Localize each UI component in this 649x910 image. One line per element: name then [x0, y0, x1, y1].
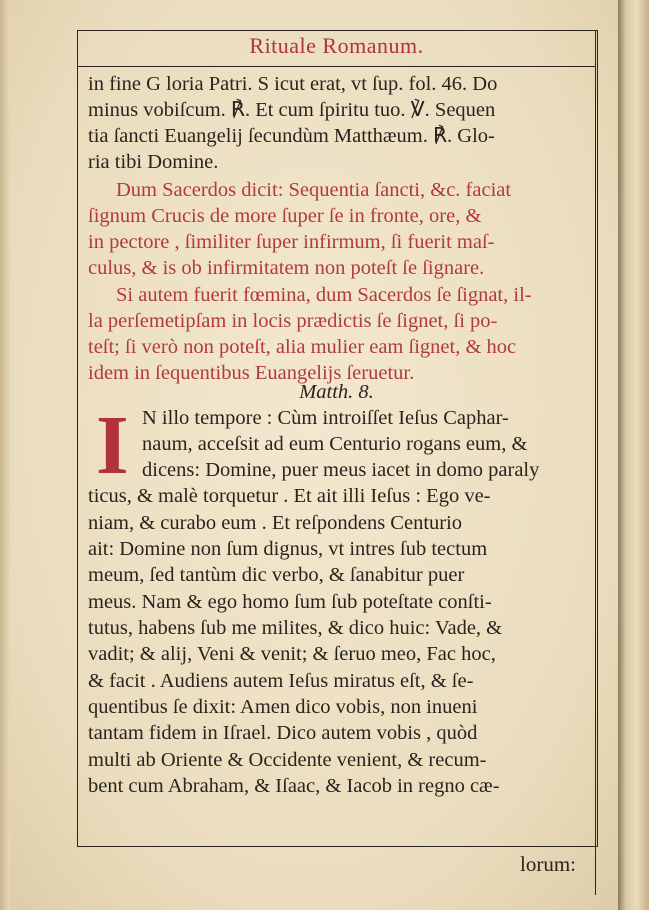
- body-line: multi ab Oriente & Occidente venient, & recum-: [88, 749, 487, 771]
- body-line: vadit; & alij, Veni & venit; & ſeruo meo, Fac hoc,: [88, 643, 496, 665]
- rubric-line: Si autem fuerit fœmina, dum Sacerdos ſe ſignat, il-: [116, 284, 532, 306]
- body-line: ait: Domine non ſum dignus, vt intres ſub tectum: [88, 538, 488, 560]
- rubric-line: culus, & is ob infirmitatem non poteſt ſe ſignare.: [88, 257, 485, 279]
- book-gutter: [618, 0, 649, 910]
- rubric-line: Dum Sacerdos dicit: Sequentia ſancti, &c. faciat: [116, 179, 512, 201]
- rubric-line: la perſemetipſam in locis prædictis ſe ſignet, ſi po-: [88, 310, 498, 332]
- rubric-line: ſignum Crucis de more ſuper ſe in fronte, ore, &: [88, 205, 482, 227]
- text-line: tia ſancti Euangelij ſecundùm Matthæum. ℟. Glo-: [88, 125, 495, 147]
- rubric-line: teſt; ſi verò non poteſt, alia mulier eam ſignet, & hoc: [88, 336, 517, 358]
- text-line: in fine G loria Patri. S icut erat, vt ſup. fol. 46. Do: [88, 73, 498, 95]
- body-line: niam, & curabo eum . Et reſpondens Centurio: [88, 512, 463, 534]
- body-line: naum, acceſsit ad eum Centurio rogans eum, &: [142, 433, 528, 455]
- gospel-reference: Matth. 8.: [299, 381, 374, 403]
- body-line: N illo tempore : Cùm introiſſet Ieſus Caphar-: [142, 407, 509, 429]
- text-line: ria tibi Domine.: [88, 151, 219, 173]
- body-line: quentibus ſe dixit: Amen dico vobis, non inueni: [88, 696, 478, 718]
- body-line: & facit . Audiens autem Ieſus miratus eſt, & ſe-: [88, 670, 474, 692]
- body-line: dicens: Domine, puer meus iacet in domo paraly: [142, 459, 540, 481]
- page-edge: [0, 0, 10, 910]
- body-line: ticus, & malè torquetur . Et ait illi Ieſus : Ego ve-: [88, 485, 491, 507]
- text-line: minus vobiſcum. ℟. Et cum ſpiritu tuo. ℣. Sequen: [88, 99, 496, 121]
- body-line: meum, ſed tantùm dic verbo, & ſanabitur puer: [88, 564, 465, 586]
- frame-right-rule: [595, 30, 596, 895]
- rubric-line: in pectore , ſimiliter ſuper infirmum, ſi fuerit maſ-: [88, 231, 495, 253]
- rubric-line: idem in ſequentibus Euangelijs ſeruetur.: [88, 362, 415, 384]
- title-rule: [77, 66, 596, 67]
- body-line: bent cum Abraham, & Iſaac, & Iacob in regno cæ-: [88, 775, 500, 797]
- running-title: Rituale Romanum.: [249, 33, 424, 58]
- body-line: tutus, habens ſub me milites, & dico huic: Vade, &: [88, 617, 503, 639]
- catchword: lorum:: [520, 852, 576, 876]
- drop-capital: I: [96, 399, 129, 492]
- body-line: meus. Nam & ego homo ſum ſub poteſtate conſti-: [88, 591, 492, 613]
- body-line: tantam fidem in Iſrael. Dico autem vobis , quòd: [88, 722, 478, 744]
